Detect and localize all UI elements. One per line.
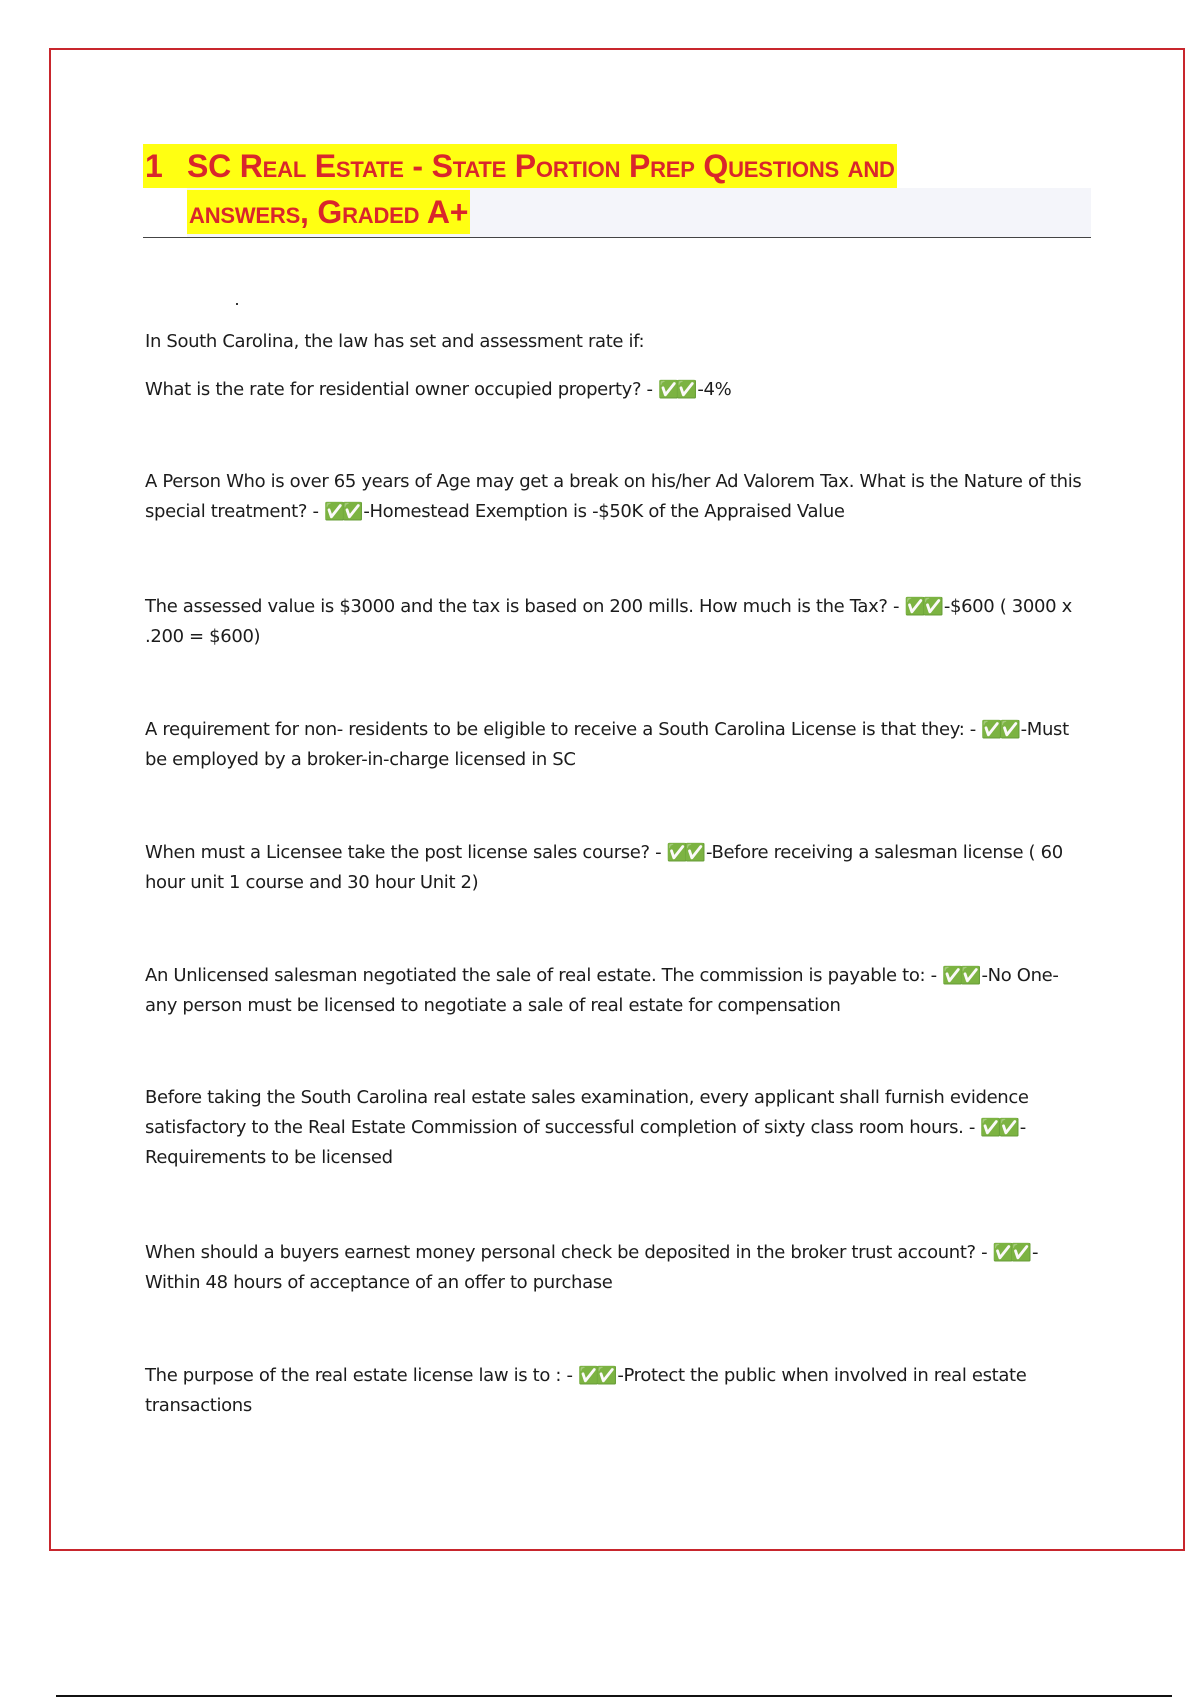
- double-check-icon: ✅✅: [992, 1243, 1029, 1263]
- qa-item-2: [145, 467, 1090, 527]
- question-text: The purpose of the real estate license law is to : -: [145, 1365, 573, 1386]
- double-check-icon: ✅✅: [658, 380, 695, 400]
- question-text: What is the rate for residential owner occupied property? -: [145, 379, 653, 400]
- heading-line-2: [187, 190, 470, 234]
- qa-item-9: [145, 1361, 1090, 1421]
- qa-item-7: [145, 1083, 1090, 1173]
- question-text: When must a Licensee take the post license sales course? -: [145, 842, 662, 863]
- double-check-icon: ✅✅: [666, 843, 703, 863]
- question-text: When should a buyers earnest money personal check be deposited in the broker trust account? -: [145, 1242, 988, 1263]
- answer-text: -Requirements to be licensed: [145, 1117, 1026, 1168]
- answer-text: -Homestead Exemption is -$50K of the Appraised Value: [363, 501, 845, 522]
- double-check-icon: ✅✅: [942, 966, 979, 986]
- qa-item-6: [145, 961, 1090, 1021]
- qa-item-8: [145, 1238, 1090, 1298]
- question-text: An Unlicensed salesman negotiated the sale of real estate. The commission is payable to: -: [145, 965, 937, 986]
- answer-text: -$600 ( 3000 x .200 = $600): [145, 596, 1072, 647]
- stray-dot: [236, 303, 238, 305]
- qa-item-5: [145, 838, 1090, 898]
- page-border: [49, 48, 1185, 1551]
- double-check-icon: ✅✅: [981, 720, 1018, 740]
- question-text: The assessed value is $3000 and the tax is based on 200 mills. How much is the Tax? -: [145, 596, 900, 617]
- heading-number: 1: [145, 148, 163, 184]
- question-text: A Person Who is over 65 years of Age may get a break on his/her Ad Valorem Tax. What is the Nature of this special treatment? -: [145, 471, 1082, 522]
- answer-text: -4%: [697, 379, 732, 400]
- heading-title-part-1: SC Real Estate - State Portion Prep Questions and: [187, 148, 895, 184]
- answer-text: -Must be employed by a broker-in-charge licensed in SC: [145, 719, 1069, 770]
- answer-text: -Before receiving a salesman license ( 60 hour unit 1 course and 30 hour Unit 2): [145, 842, 1063, 893]
- intro-text: In South Carolina, the law has set and assessment rate if:: [145, 331, 645, 352]
- answer-text: -No One- any person must be licensed to negotiate a sale of real estate for compensation: [145, 965, 1059, 1016]
- question-text: A requirement for non- residents to be eligible to receive a South Carolina License is that they: -: [145, 719, 976, 740]
- qa-item-3: [145, 592, 1090, 652]
- double-check-icon: ✅✅: [980, 1118, 1017, 1138]
- qa-item-1: [145, 375, 1090, 405]
- question-text: Before taking the South Carolina real estate sales examination, every applicant shall furnish evidence satisfactory to the Real Estate Commission of successful completion of sixty class room hours. -: [145, 1087, 1029, 1138]
- double-check-icon: ✅✅: [577, 1366, 615, 1386]
- heading-line-1: [143, 144, 897, 188]
- answer-text: -Within 48 hours of acceptance of an offer to purchase: [145, 1242, 1039, 1293]
- answer-text: -Protect the public when involved in real estate transactions: [145, 1365, 1027, 1416]
- footer-rule: [56, 1695, 1172, 1697]
- document-heading: [143, 140, 1091, 238]
- double-check-icon: ✅✅: [323, 502, 361, 522]
- double-check-icon: ✅✅: [904, 597, 941, 617]
- heading-title-part-2: answers, Graded A+: [189, 194, 469, 230]
- qa-item-4: [145, 715, 1090, 775]
